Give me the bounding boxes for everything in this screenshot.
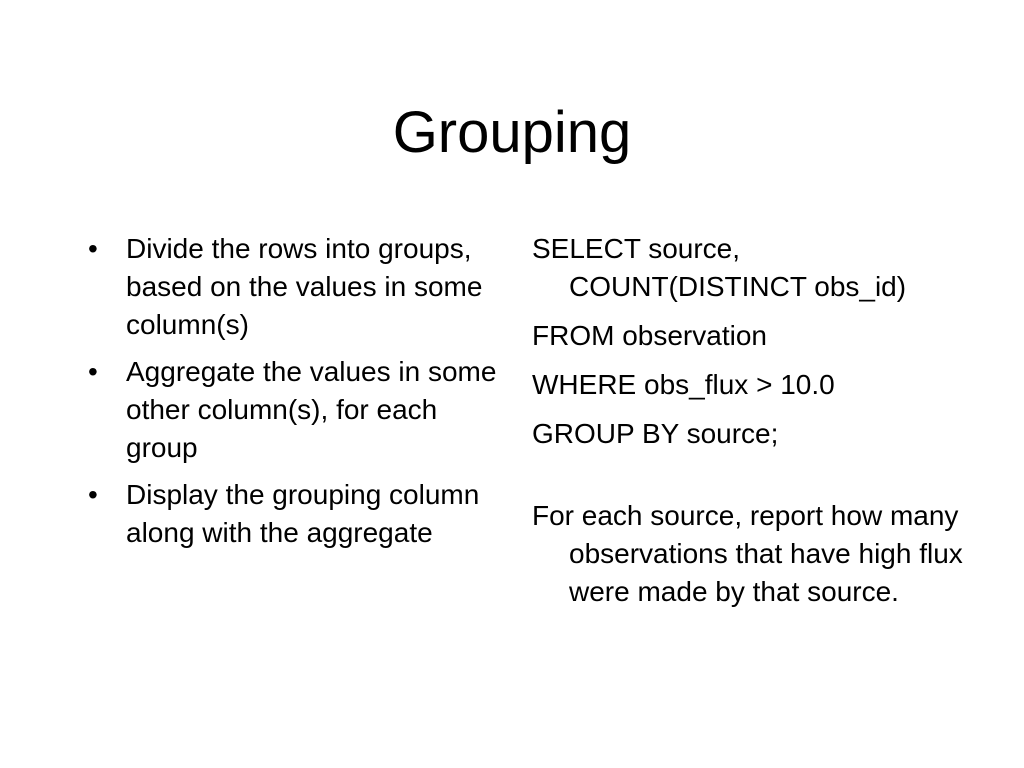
- bullet-item-display-grouping: [84, 476, 504, 552]
- bullet-marker: •: [88, 233, 98, 264]
- sql-where-clause: WHERE obs_flux > 10.0: [532, 369, 835, 400]
- sql-from-clause: FROM observation: [532, 320, 767, 351]
- bullet-text: Display the grouping column along with the aggregate: [126, 479, 480, 548]
- slide-title: Grouping: [392, 100, 632, 165]
- query-explanation: For each source, report how many observations that have high flux were made by that source.: [532, 500, 963, 607]
- sql-example-column: [532, 230, 972, 622]
- bullet-item-divide-rows: [84, 230, 504, 344]
- bullet-text: Aggregate the values in some other column(s), for each group: [126, 356, 497, 463]
- bullet-marker: •: [88, 479, 98, 510]
- sql-group-by-clause: GROUP BY source;: [532, 418, 779, 449]
- bullet-text: Divide the rows into groups, based on the values in some column(s): [126, 233, 483, 340]
- bullet-marker: •: [88, 356, 98, 387]
- bullet-column: [84, 230, 504, 561]
- sql-select-clause: SELECT source, COUNT(DISTINCT obs_id): [532, 233, 907, 302]
- bullet-item-aggregate-values: [84, 353, 504, 467]
- bullet-list: [84, 230, 504, 552]
